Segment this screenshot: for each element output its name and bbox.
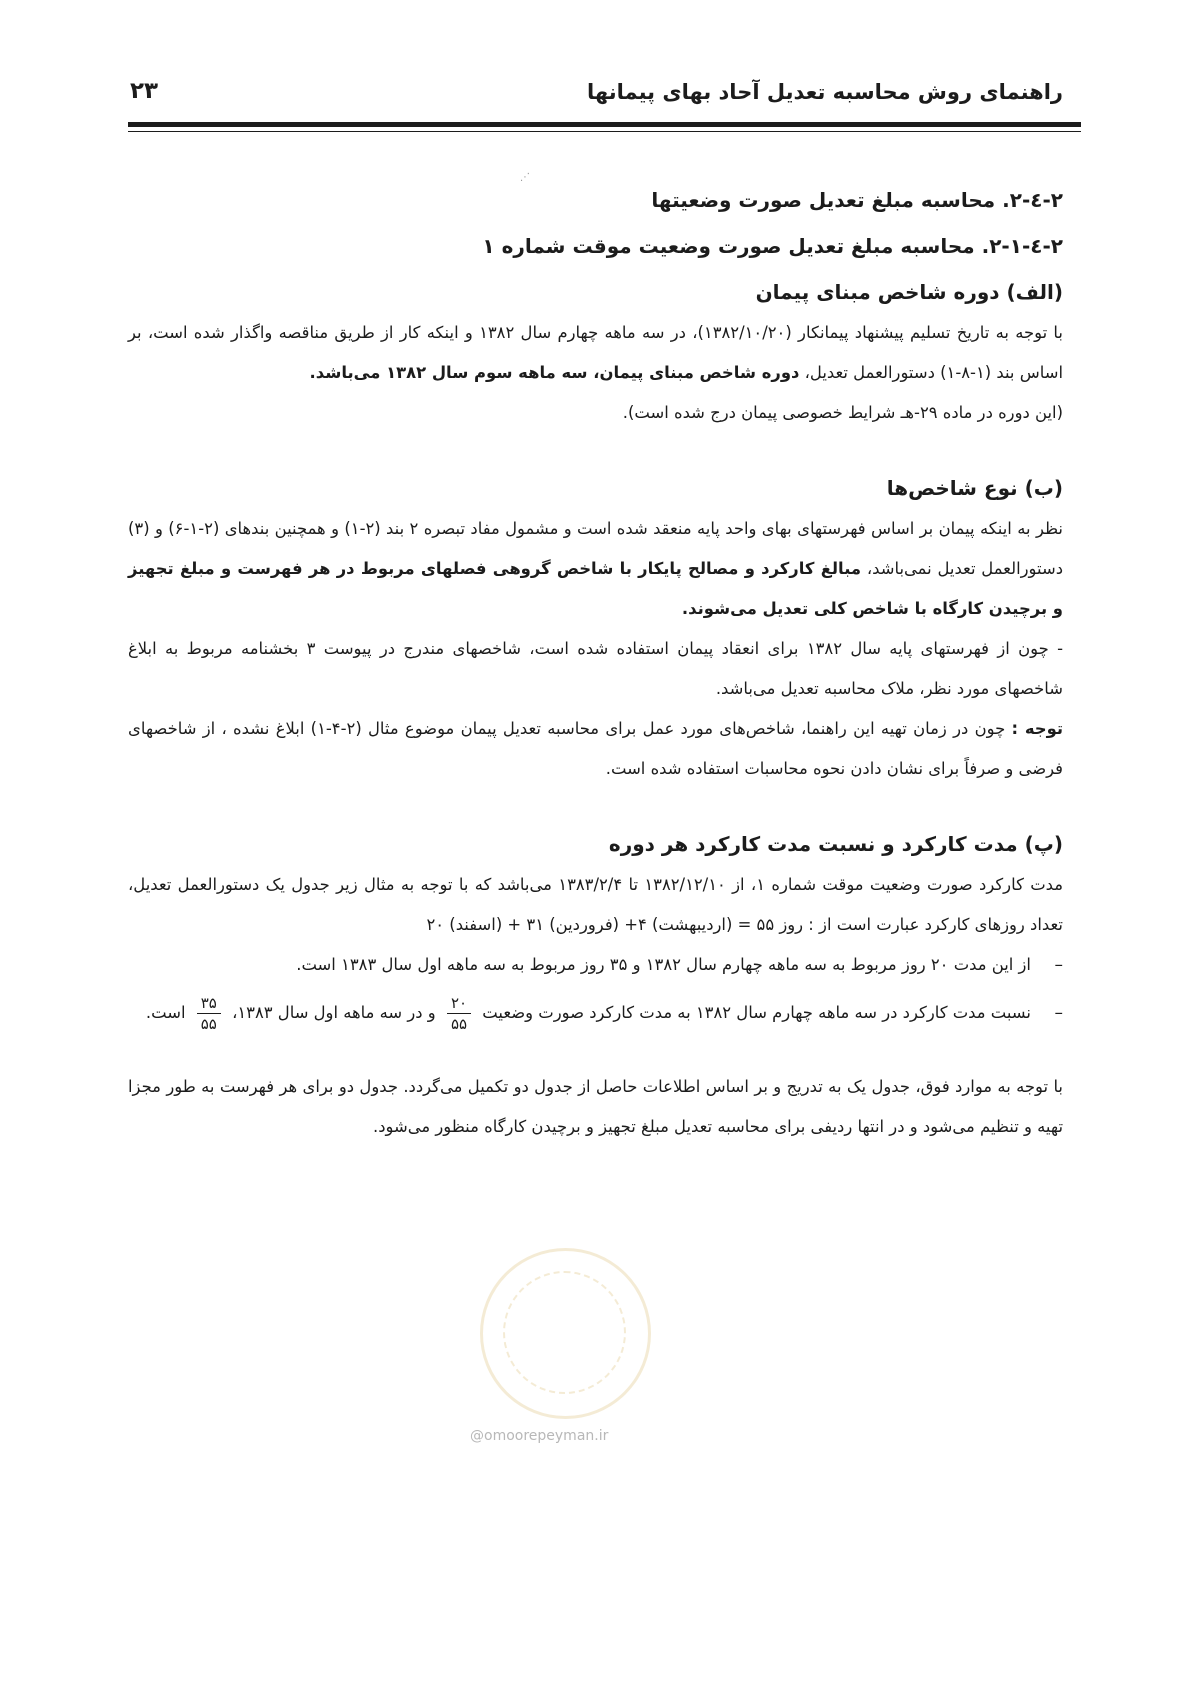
bullet-c-1 (128, 945, 1063, 985)
heading-section-2-4-2-1: ۲-٤-۲-۱. محاسبه مبلغ تعدیل صورت وضعیت موقت شماره ۱ (482, 234, 1063, 258)
page-number: ۲۳ (130, 78, 159, 104)
bullet-c-2-part-b: و در سه ماهه اول سال ۱۳۸۳، (232, 1003, 436, 1022)
heading-b-index-types: (ب) نوع شاخص‌ها (886, 476, 1063, 500)
heading-a-base-index-period: (الف) دوره شاخص مبنای پیمان (755, 280, 1063, 304)
bullet-c-2-part-c: است. (145, 1003, 186, 1022)
paragraph-a-1-text: با توجه به تاریخ تسلیم پیشنهاد پیمانکار (۱۳۸۲/۱۰/۲۰)، در سه ماهه چهارم سال ۱۳۸۲ و اینکه کار از طریق مناقصه واگذار شده است، بر اساس بند (۱-۸-۱) دستورالعمل تعدیل، (128, 323, 1063, 382)
note-text: چون در زمان تهیه این راهنما، شاخص‌های مورد عمل برای محاسبه تعدیل پیمان موضوع مثال (۲-۴-۱) ابلاغ نشده ، از شاخصهای فرضی و صرفاً برای نشان دادن نحوه محاسبات استفاده شده است. (128, 719, 1063, 778)
paragraph-c-1: مدت کارکرد صورت وضعیت موقت شماره ۱، از ۱۳۸۲/۱۲/۱۰ تا ۱۳۸۳/۲/۴ می‌باشد که با توجه به مثال زیر جدول یک دستورالعمل تعدیل، تعداد روزهای کارکرد عبارت است از : روز ۵۵ = (اردیبهشت) ۴+ (فروردین) ۳۱ + (اسفند) ۲۰ (128, 875, 1064, 934)
heading-c-work-duration: (پ) مدت کارکرد و نسبت مدت کارکرد هر دوره (608, 832, 1063, 856)
header-rule-thin (128, 131, 1081, 132)
bullet-c-2 (128, 985, 1063, 1041)
paragraph-b-1-bold: مبالغ کارکرد و مصالح پایکار با شاخص گروهی فصلهای مربوط در هر فهرست و مبلغ تجهیز و برچیدن کارگاه با شاخص کلی تعدیل می‌شوند. (128, 559, 1063, 618)
heading-section-2-4-2: ۲-٤-۲. محاسبه مبلغ تعدیل صورت وضعیتها (651, 188, 1063, 212)
bullet-c-2-part-a: نسبت مدت کارکرد در سه ماهه چهارم سال ۱۳۸۲ به مدت کارکرد صورت وضعیت (482, 1003, 1031, 1022)
paragraph-b-2: - چون از فهرستهای پایه سال ۱۳۸۲ برای انعقاد پیمان استفاده شده است، شاخصهای مندرج در پیوست ۳ بخشنامه مربوط به ابلاغ شاخصهای مورد نظر، ملاک محاسبه تعدیل می‌باشد. (128, 639, 1063, 698)
paragraph-b-1-text: نظر به اینکه پیمان بر اساس فهرستهای بهای واحد پایه منعقد شده است و مشمول مفاد تبصره ۲ بند (۲-۱) و همچنین بندهای (۲-۱-۶) و (۳) دستورالعمل تعدیل نمی‌باشد، (128, 519, 1063, 578)
paragraph-a-1-bold: دوره شاخص مبنای پیمان، سه ماهه سوم سال ۱۳۸۲ می‌باشد. (309, 363, 800, 382)
fraction-denominator: ۵۵ (197, 1013, 221, 1034)
header-rule-thick (128, 122, 1081, 127)
watermark-seal-inner (503, 1271, 626, 1394)
bullet-dash: – (1054, 1003, 1063, 1023)
bullet-c-1-text: از این مدت ۲۰ روز مربوط به سه ماهه چهارم سال ۱۳۸۲ و ۳۵ روز مربوط به سه ماهه اول سال ۱۳۸۳ است. (296, 955, 1031, 974)
fraction-35-55 (197, 993, 221, 1034)
fraction-numerator: ۲۰ (450, 994, 468, 1012)
bullet-c-2-text (128, 985, 1031, 1041)
note-label: توجه : (1011, 719, 1063, 738)
watermark-site-text: @omoorepeyman.ir (470, 1428, 609, 1444)
bullet-dash: – (1054, 955, 1063, 975)
watermark-seal (480, 1248, 651, 1419)
fraction-numerator: ۳۵ (200, 994, 217, 1012)
paragraph-b-note (128, 709, 1063, 789)
scan-speck: ⋰ (520, 172, 530, 183)
running-header-title: راهنمای روش محاسبه تعدیل آحاد بهای پیمانها (586, 80, 1063, 104)
body-content (128, 185, 1063, 1147)
paragraph-c-2: با توجه به موارد فوق، جدول یک به تدریج و بر اساس اطلاعات حاصل از جدول دو تکمیل می‌گردد. جدول دو برای هر فهرست به طور مجزا تهیه و تنظیم می‌شود و در انتها ردیفی برای محاسبه تعدیل مبلغ تجهیز و برچیدن کارگاه منظور می‌شود. (128, 1077, 1063, 1136)
paragraph-b-1 (128, 509, 1063, 629)
paragraph-a-2: (این دوره در ماده ۲۹-هـ شرایط خصوصی پیمان درج شده است). (622, 403, 1063, 422)
fraction-denominator: ۵۵ (447, 1013, 471, 1034)
fraction-20-55 (447, 993, 471, 1034)
paragraph-a-1 (128, 313, 1063, 393)
